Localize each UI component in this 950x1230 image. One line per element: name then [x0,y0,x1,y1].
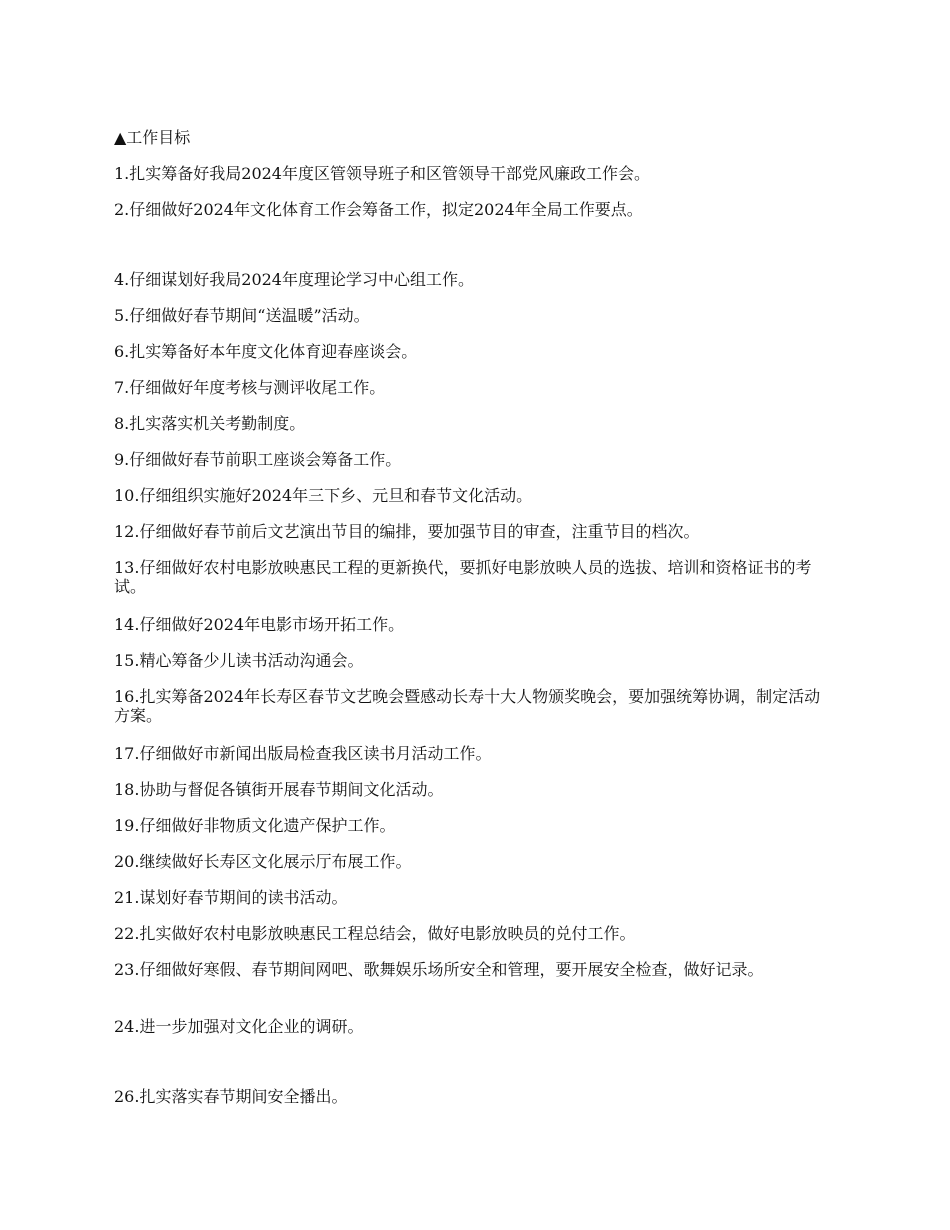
list-item: 1.扎实筹备好我局2024年度区管领导班子和区管领导干部党风廉政工作会。 [114,164,650,183]
list-item: 5.仔细做好春节期间“送温暖”活动。 [114,306,370,325]
list-item: 2.仔细做好2024年文化体育工作会筹备工作，拟定2024年全局工作要点。 [114,200,643,219]
section-heading: ▲工作目标 [114,128,191,147]
list-item: 10.仔细组织实施好2024年三下乡、元旦和春节文化活动。 [114,486,533,505]
list-item: 12.仔细做好春节前后文艺演出节目的编排，要加强节目的审查，注重节目的档次。 [114,522,700,541]
list-item: 8.扎实落实机关考勤制度。 [114,414,306,433]
list-item: 4.仔细谋划好我局2024年度理论学习中心组工作。 [114,270,474,289]
list-item: 24.进一步加强对文化企业的调研。 [114,1017,364,1036]
list-item: 21.谋划好春节期间的读书活动。 [114,888,348,907]
list-item: 9.仔细做好春节前职工座谈会筹备工作。 [114,450,402,469]
list-item: 16.扎实筹备2024年长寿区春节文艺晚会暨感动长寿十大人物颁奖晚会，要加强统筹协调，制定活动方案。 [114,687,821,725]
list-item: 19.仔细做好非物质文化遗产保护工作。 [114,816,396,835]
list-item: 13.仔细做好农村电影放映惠民工程的更新换代，要抓好电影放映人员的选拔、培训和资格证书的考试。 [114,558,812,596]
list-item: 7.仔细做好年度考核与测评收尾工作。 [114,378,386,397]
list-item: 26.扎实落实春节期间安全播出。 [114,1087,348,1106]
list-item: 20.继续做好长寿区文化展示厅布展工作。 [114,852,412,871]
list-item: 23.仔细做好寒假、春节期间网吧、歌舞娱乐场所安全和管理，要开展安全检查，做好记录。 [114,960,764,979]
list-item: 17.仔细做好市新闻出版局检查我区读书月活动工作。 [114,744,492,763]
list-item: 15.精心筹备少儿读书活动沟通会。 [114,651,364,670]
list-item: 18.协助与督促各镇街开展春节期间文化活动。 [114,780,444,799]
list-item: 22.扎实做好农村电影放映惠民工程总结会，做好电影放映员的兑付工作。 [114,924,636,943]
list-item: 14.仔细做好2024年电影市场开拓工作。 [114,615,405,634]
list-item: 6.扎实筹备好本年度文化体育迎春座谈会。 [114,342,418,361]
